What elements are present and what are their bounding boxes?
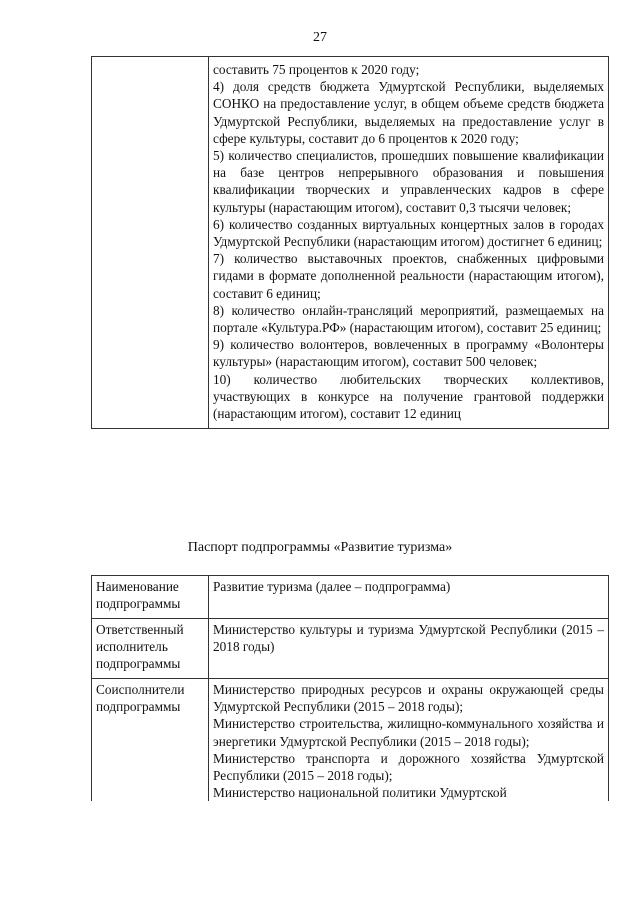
- row-label: Соисполнители подпрограммы: [92, 679, 209, 802]
- target-indicator-line: составить 75 процентов к 2020 году;: [213, 62, 420, 77]
- continuation-label-cell: [92, 57, 209, 429]
- coexecutor-item: Министерство природных ресурсов и охраны окружающей среды Удмуртской Республики (2015 – 2018 годы);: [213, 682, 604, 715]
- target-indicator-line: 10) количество любительских творческих коллективов, участвующих в конкурсе на получение грантовой поддержки (нарастающим итогом), составит 12 единиц: [213, 371, 604, 422]
- row-value: Развитие туризма (далее – подпрограмма): [209, 576, 609, 619]
- passport-row-responsible: [92, 619, 609, 679]
- passport-row-name: [92, 576, 609, 619]
- row-value: Министерство культуры и туризма Удмуртской Республики (2015 – 2018 годы): [209, 619, 609, 679]
- target-indicator-line: 9) количество волонтеров, вовлеченных в программу «Волонтеры культуры» (нарастающим итогом), составит 500 человек;: [213, 337, 604, 370]
- target-indicator-line: 4) доля средств бюджета Удмуртской Республики, выделяемых СОНКО на предоставление услуг, в общем объеме средств бюджета Удмуртской Республики, выделяемых на предоставление услуг в сфере культуры, составит до 6 процентов к 2020 году;: [213, 79, 604, 146]
- coexecutor-item: Министерство строительства, жилищно-коммунального хозяйства и энергетики Удмуртской Республики (2015 – 2018 годы);: [213, 716, 604, 749]
- target-indicator-line: 6) количество созданных виртуальных концертных залов в городах Удмуртской Республики (нарастающим итогом) достигнет 6 единиц;: [213, 216, 604, 250]
- target-indicator-line: 5) количество специалистов, прошедших повышение квалификации на базе центров непрерывного образования и повышения квалификации творческих и управленческих кадров в сфере культуры (нарастающим итогом), составит 0,3 тысячи человек;: [213, 148, 604, 215]
- row-label: Ответственный исполнитель подпрограммы: [92, 619, 209, 679]
- target-indicator-line: 7) количество выставочных проектов, снабженных цифровыми гидами в формате дополненной реальности (нарастающим итогом), составит 6 единиц;: [213, 251, 604, 301]
- target-indicator-line: 8) количество онлайн-трансляций мероприятий, размещаемых на портале «Культура.РФ» (нарастающим итогом), составит 25 единиц;: [213, 302, 604, 336]
- passport-row-coexecutors: [92, 679, 609, 802]
- passport-title: Паспорт подпрограммы «Развитие туризма»: [187, 540, 453, 555]
- page-number: 27: [313, 30, 327, 45]
- coexecutor-item: Министерство национальной политики Удмуртской: [213, 785, 507, 801]
- passport-table: [91, 575, 609, 801]
- row-label: Наименование подпрограммы: [92, 576, 209, 619]
- continuation-row: [92, 57, 609, 429]
- row-value: [209, 679, 609, 802]
- continuation-table: [91, 56, 609, 429]
- continuation-value-cell: [209, 57, 609, 429]
- coexecutor-item: Министерство транспорта и дорожного хозяйства Удмуртской Республики (2015 – 2018 годы);: [213, 750, 604, 784]
